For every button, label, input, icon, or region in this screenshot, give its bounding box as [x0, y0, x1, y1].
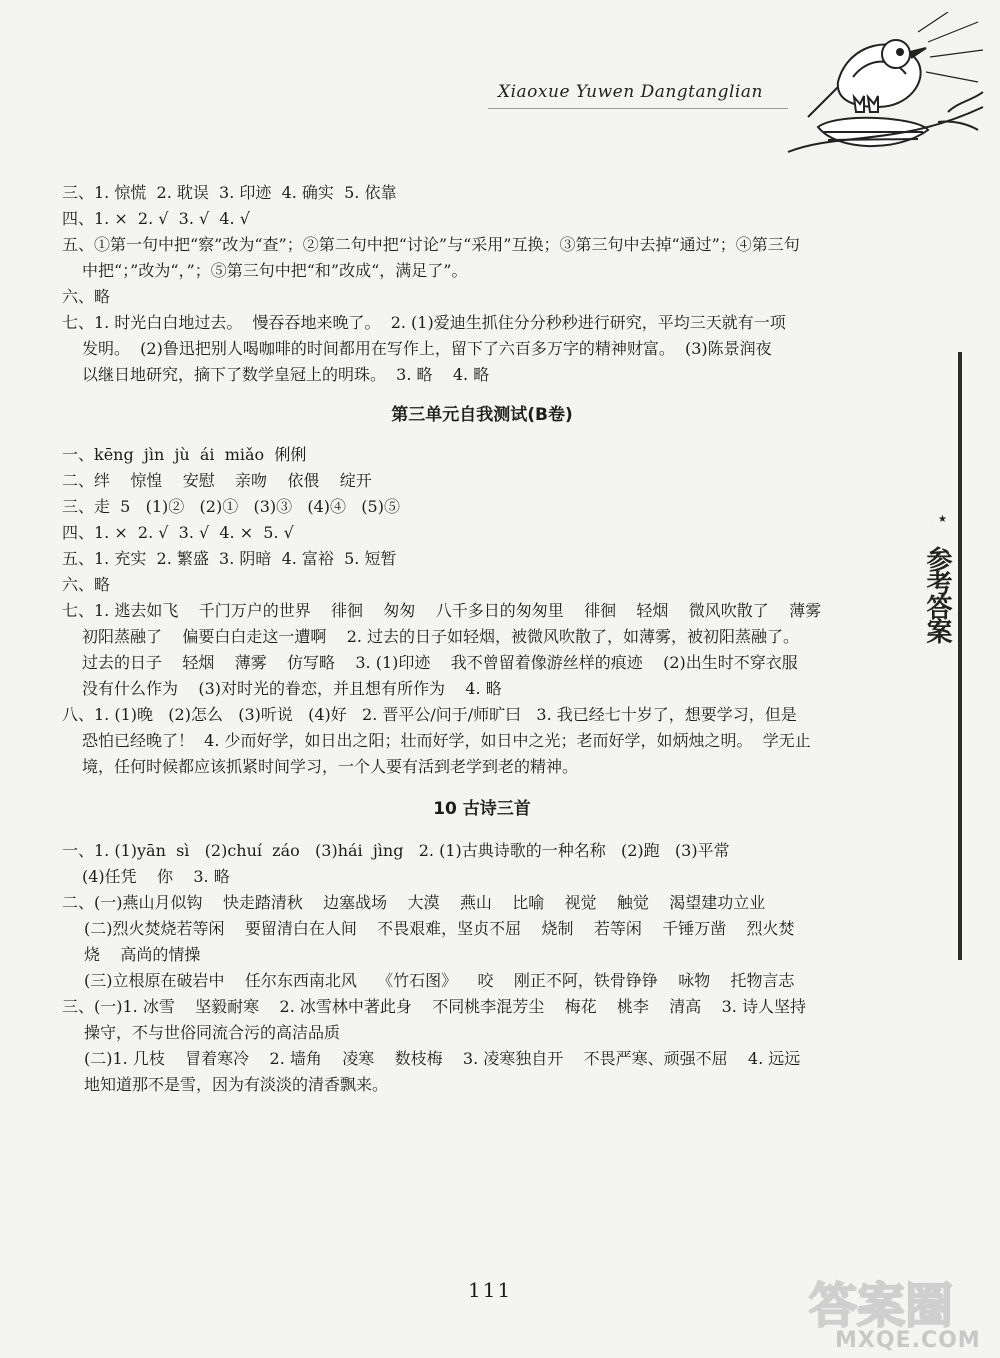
answer-line: 初阳蒸融了 偏要白白走这一遭啊 2. 过去的日子如轻烟，被微风吹散了，如薄雾，被初阳蒸融了。: [82, 627, 800, 646]
answer-line: 一、1. (1)yān sì (2)chuí záo (3)hái jìng 2. (1)古典诗歌的一种名称 (2)跑 (3)平常: [62, 841, 730, 860]
answer-line: (二)1. 几枝 冒着寒冷 2. 墙角 凌寒 数枝梅 3. 凌寒独自开 不畏严寒、顽强不屈 4. 远远: [84, 1049, 801, 1068]
page-number: 111: [468, 1278, 513, 1302]
answer-line: (三)立根原在破岩中 任尔东西南北风 《竹石图》 咬 刚正不阿，铁骨铮铮 咏物 托物言志: [84, 971, 795, 990]
watermark-site: MXQE.COM: [835, 1328, 981, 1353]
answer-line: 七、1. 逃去如飞 千门万户的世界 徘徊 匆匆 八千多日的匆匆里 徘徊 轻烟 微风吹散了 薄雾: [62, 601, 822, 620]
svg-text:★: ★: [938, 514, 947, 525]
answer-line: 四、1. × 2. √ 3. √ 4. √: [62, 209, 250, 228]
header-divider: [488, 108, 788, 109]
answer-line: 五、1. 充实 2. 繁盛 3. 阴暗 4. 富裕 5. 短暂: [62, 549, 397, 568]
answer-line: 一、kēng jìn jù ái miǎo 俐俐: [62, 445, 307, 464]
answer-line: 三、1. 惊慌 2. 耽误 3. 印迹 4. 确实 5. 依靠: [62, 183, 397, 202]
answer-line: 中把“；”改为“，”；⑤第三句中把“和”改成“，满足了”。: [82, 261, 468, 280]
lesson-title: 10 古诗三首: [433, 799, 531, 819]
answer-line: 操守，不与世俗同流合污的高洁品质: [84, 1023, 341, 1042]
answer-line: 七、1. 时光白白地过去。 慢吞吞地来晚了。 2. (1)爱迪生抓住分分秒秒进行研究，平均三天就有一项: [62, 313, 786, 332]
answer-line: 以继日地研究，摘下了数学皇冠上的明珠。 3. 略 4. 略: [82, 365, 490, 384]
answer-line: 发明。 (2)鲁迅把别人喝咖啡的时间都用在写作上，留下了六百多万字的精神财富。 (3)陈景润夜: [82, 339, 772, 358]
answer-line: 三、走 5 (1)② (2)① (3)③ (4)④ (5)⑤: [62, 497, 400, 516]
answer-line: 恐怕已经晚了！ 4. 少而好学，如日出之阳；壮而好学，如日中之光；老而好学，如炳烛之明。 学无止: [82, 731, 811, 750]
answer-line: (4)任凭 你 3. 略: [82, 867, 230, 886]
answer-line: 四、1. × 2. √ 3. √ 4. × 5. √: [62, 523, 294, 542]
answer-line: 地知道那不是雪，因为有淡淡的清香飘来。: [84, 1075, 389, 1094]
answer-line: 过去的日子 轻烟 薄雾 仿写略 3. (1)印迹 我不曾留着像游丝样的痕迹 (2)出生时不穿衣服: [82, 653, 798, 672]
answer-line: 八、1. (1)晚 (2)怎么 (3)听说 (4)好 2. 晋平公/问于/师旷曰 3. 我已经七十岁了，想要学习，但是: [62, 705, 797, 724]
header-title: Xiaoxue Yuwen Dangtanglian: [498, 82, 763, 102]
answer-line: 三、(一)1. 冰雪 坚毅耐寒 2. 冰雪林中著此身 不同桃李混芳尘 梅花 桃李 清高 3. 诗人坚持: [62, 997, 806, 1016]
answer-line: 五、①第一句中把“察”改为“查”；②第二句中把“讨论”与“采用”互换；③第三句中去掉“通过”；④第三句: [62, 235, 800, 254]
answer-line: 六、略: [62, 575, 111, 594]
answer-line: 二、绊 惊惶 安慰 亲吻 依偎 绽开: [62, 471, 372, 490]
answer-line: 没有什么作为 (3)对时光的眷恋，并且想有所作为 4. 略: [82, 679, 502, 698]
watermark-text: 答案圈: [809, 1278, 954, 1334]
answer-line: 境，任何时候都应该抓紧时间学习，一个人要有活到老学到老的精神。: [82, 757, 579, 776]
answer-line: 烧 高尚的情操: [84, 945, 201, 964]
answer-line: (二)烈火焚烧若等闲 要留清白在人间 不畏艰难，坚贞不屈 烧制 若等闲 千锤万凿 烈火焚: [84, 919, 795, 938]
section-title: 第三单元自我测试(B卷): [391, 405, 573, 425]
answer-line: 六、略: [62, 287, 111, 306]
answer-content: [62, 180, 902, 1098]
bird-nest-logo: [778, 12, 993, 162]
side-divider: [958, 352, 962, 960]
side-tab-label: 参考答案: [922, 546, 952, 642]
answer-line: 二、(一)燕山月似钩 快走踏清秋 边塞战场 大漠 燕山 比喻 视觉 触觉 渴望建功立业: [62, 893, 766, 912]
